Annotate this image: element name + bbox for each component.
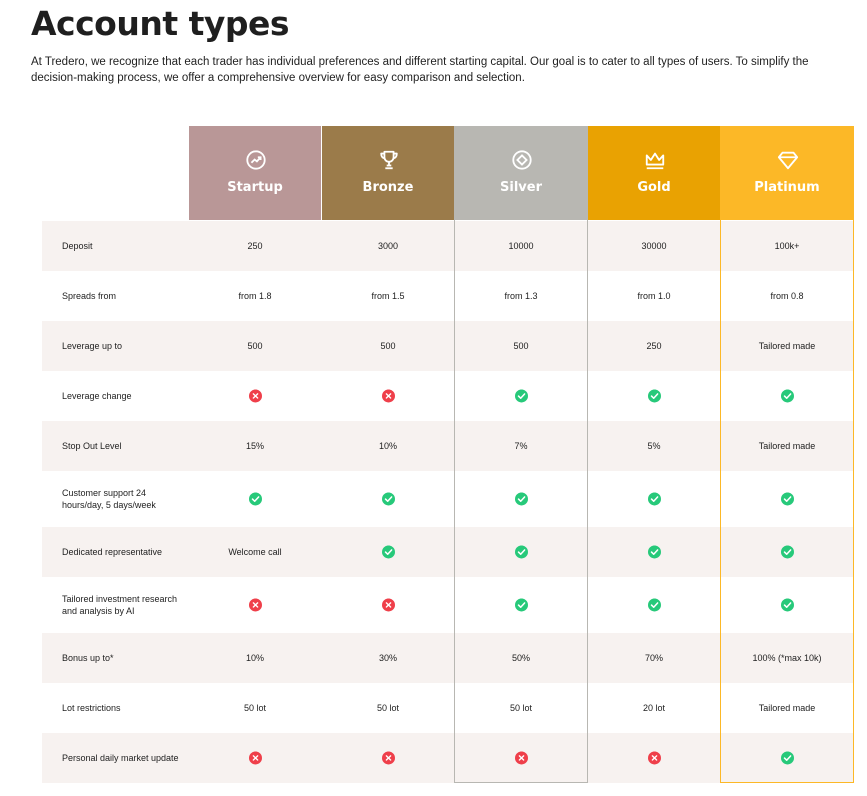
page-title: Account types — [31, 4, 290, 43]
row-label: Leverage up to — [62, 341, 123, 351]
table-cell: from 1.5 — [371, 291, 405, 301]
plan-header-silver — [455, 126, 587, 220]
check-icon — [189, 492, 321, 505]
cross-icon — [322, 389, 454, 402]
table-cell: Welcome call — [228, 547, 282, 557]
row-label: Spreads from — [62, 291, 117, 301]
table-cell: 50% — [511, 653, 530, 663]
cross-icon — [322, 751, 454, 764]
check-icon — [455, 545, 587, 558]
plan-name: Gold — [637, 180, 671, 195]
table-cell: 3000 — [377, 241, 399, 251]
check-icon — [721, 751, 853, 764]
check-icon — [588, 492, 720, 505]
plan-header-startup — [189, 126, 321, 220]
table-cell: from 0.8 — [770, 291, 804, 301]
table-cell: 10% — [245, 653, 264, 663]
table-cell: 30% — [378, 653, 397, 663]
table-cell: Tailored made — [758, 703, 816, 713]
cross-icon — [189, 598, 321, 611]
check-icon — [455, 598, 587, 611]
table-row — [42, 321, 853, 371]
row-label: Customer support 24 hours/day, 5 days/week — [62, 488, 156, 510]
chart-circle-icon — [245, 149, 267, 171]
check-icon — [588, 545, 720, 558]
trophy-icon — [378, 149, 400, 171]
row-label: Stop Out Level — [62, 441, 122, 451]
row-label: Leverage change — [62, 391, 132, 401]
plan-name: Bronze — [362, 180, 414, 195]
table-cell: 50 lot — [243, 703, 267, 713]
table-cell: 70% — [644, 653, 663, 663]
row-label: Dedicated representative — [62, 547, 163, 557]
check-icon — [721, 492, 853, 505]
table-cell: 50 lot — [376, 703, 400, 713]
table-cell: 500 — [247, 341, 263, 351]
table-cell: 20 lot — [642, 703, 666, 713]
table-cell: from 1.8 — [238, 291, 272, 301]
table-cell: 15% — [245, 441, 264, 451]
table-cell: 100% (*max 10k) — [752, 653, 822, 663]
crown-icon — [644, 149, 666, 171]
table-cell: 50 lot — [509, 703, 533, 713]
check-icon — [588, 389, 720, 402]
table-cell: Tailored made — [758, 441, 816, 451]
medal-icon — [511, 149, 533, 171]
row-label: Bonus up to* — [62, 653, 114, 663]
table-cell: 10000 — [508, 241, 534, 251]
row-label: Tailored investment research and analysis by AI — [62, 594, 178, 616]
table-row — [42, 371, 853, 421]
plan-name: Startup — [227, 180, 283, 195]
check-icon — [322, 545, 454, 558]
table-row — [42, 421, 853, 471]
plan-name: Platinum — [754, 180, 820, 195]
table-cell: 7% — [514, 441, 528, 451]
plan-header-bronze — [322, 126, 454, 220]
plan-header-gold — [588, 126, 720, 220]
check-icon — [322, 492, 454, 505]
table-cell: 5% — [647, 441, 661, 451]
table-row — [42, 527, 853, 577]
table-cell: from 1.3 — [504, 291, 538, 301]
row-label: Personal daily market update — [62, 753, 179, 763]
table-row — [42, 271, 853, 321]
table-cell: 500 — [380, 341, 396, 351]
table-cell: 250 — [646, 341, 662, 351]
cross-icon — [322, 598, 454, 611]
cross-icon — [588, 751, 720, 764]
table-cell: 500 — [513, 341, 529, 351]
cross-icon — [189, 751, 321, 764]
plan-header-platinum — [721, 126, 853, 220]
check-icon — [721, 389, 853, 402]
check-icon — [721, 598, 853, 611]
intro-text: At Tredero, we recognize that each trader has individual preferences and different starting capital. Our goal is to cater to all types of users. To simplify the decision-making process, we offer a comprehensive overview for easy comparison and selection. — [31, 56, 809, 84]
table-cell: from 1.0 — [637, 291, 671, 301]
table-row — [42, 471, 853, 527]
table-cell: Tailored made — [758, 341, 816, 351]
check-icon — [455, 389, 587, 402]
cross-icon — [455, 751, 587, 764]
table-cell: 10% — [378, 441, 397, 451]
table-cell: 100k+ — [774, 241, 800, 251]
cross-icon — [189, 389, 321, 402]
table-cell: 30000 — [641, 241, 667, 251]
diamond-icon — [777, 149, 799, 171]
check-icon — [721, 545, 853, 558]
table-row — [42, 733, 853, 783]
plan-name: Silver — [500, 180, 542, 195]
check-icon — [455, 492, 587, 505]
table-row — [42, 633, 853, 683]
check-icon — [588, 598, 720, 611]
table-row — [42, 683, 853, 733]
table-cell: 250 — [247, 241, 263, 251]
row-label: Deposit — [62, 241, 93, 251]
table-row — [42, 577, 853, 633]
table-row — [42, 221, 853, 271]
row-label: Lot restrictions — [62, 703, 121, 713]
